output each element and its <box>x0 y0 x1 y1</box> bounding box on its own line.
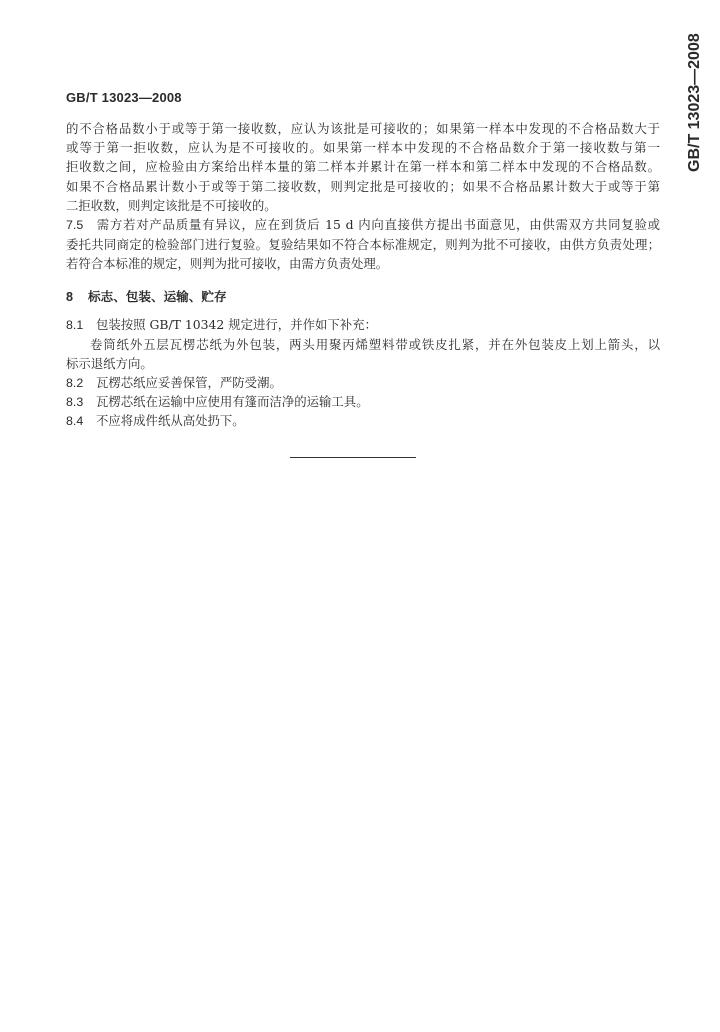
clause-line <box>66 373 660 393</box>
paragraph-line: 二拒收数，则判定该批是不可接收的。 <box>66 197 277 213</box>
page-header-standard-code: GB/T 13023—2008 <box>66 90 182 105</box>
continuation-paragraph <box>66 119 660 215</box>
clause-line: 若符合本标准的规定，则判为批可接收，由需方负责处理。 <box>66 256 389 272</box>
clause-line: 委托共同商定的检验部门进行复验。复验结果如不符合本标准规定，则判为批不可接收，由供方负责处理； <box>66 237 660 253</box>
clause-number: 8.4 <box>66 414 84 428</box>
paragraph-line: 拒收数之间，应检验由方案给出样本量的第二样本并累计在第一样本和第二样本中发现的不合格品数。 <box>66 159 660 175</box>
clause-text: 包装按照 GB/T 10342 规定进行，并作如下补充： <box>96 317 377 332</box>
clause-number: 8.1 <box>66 318 84 332</box>
paragraph-line: 的不合格品数小于或等于第一接收数，应认为该批是可接收的；如果第一样本中发现的不合格品数大于 <box>66 121 660 136</box>
clause-8-1 <box>66 315 660 374</box>
clause-line <box>66 411 660 431</box>
clause-text: 瓦楞芯纸应妥善保管，严防受潮。 <box>96 375 282 390</box>
clause-line <box>66 315 660 335</box>
section-title-text: 标志、包装、运输、贮存 <box>88 289 227 304</box>
clause-text: 瓦楞芯纸在运输中应使用有篷而洁净的运输工具。 <box>96 394 369 409</box>
clause-number: 8.2 <box>66 376 84 390</box>
section-heading <box>66 286 227 305</box>
clause-7-5 <box>66 215 660 274</box>
paragraph-line: 如果不合格品累计数小于或等于第二接收数，则判定批是可接收的；如果不合格品累计数大于或等于第 <box>66 178 660 194</box>
end-of-document-rule <box>290 457 416 458</box>
clause-line <box>66 215 660 235</box>
section-number: 8 <box>66 290 74 304</box>
clause-8-2 <box>66 373 660 393</box>
paragraph-line: 或等于第一拒收数，应认为是不可接收的。如果第一样本中发现的不合格品数介于第一接收数与第一 <box>66 140 660 156</box>
clause-number: 7.5 <box>66 218 84 232</box>
clause-line: 卷筒纸外五层瓦楞芯纸为外包装，两头用聚丙烯塑料带或铁皮扎紧，并在外包装皮上划上箭头，以 <box>90 337 660 353</box>
clause-8-4 <box>66 411 660 431</box>
side-standard-code: GB/T 13023—2008 <box>686 33 703 172</box>
clause-8-3 <box>66 392 660 412</box>
clause-text: 不应将成件纸从高处扔下。 <box>96 413 245 428</box>
clause-line <box>66 392 660 412</box>
clause-number: 8.3 <box>66 395 84 409</box>
clause-text: 需方若对产品质量有异议，应在到货后 15 d 内向直接供方提出书面意见，由供需双方共同复验或 <box>96 217 660 232</box>
clause-line: 标示退纸方向。 <box>66 356 153 372</box>
